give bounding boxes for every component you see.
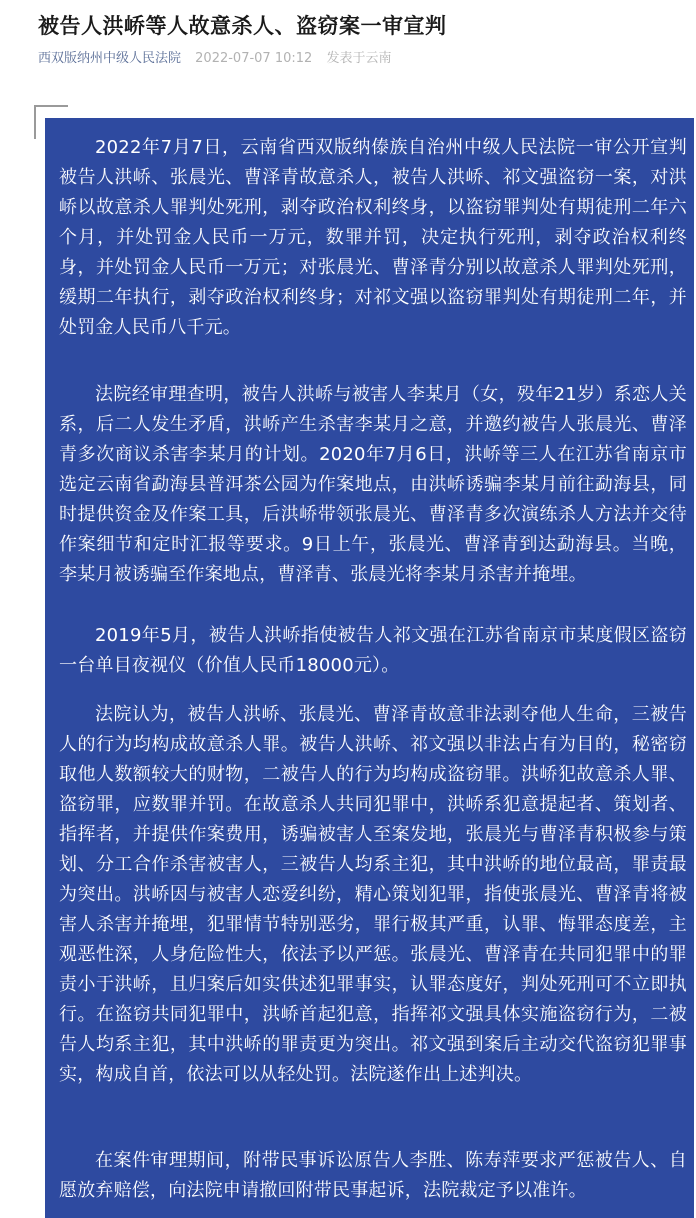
- article-meta: [38, 47, 391, 66]
- paragraph-civil-suit: 在案件审理期间，附带民事诉讼原告人李胜、陈寿萍要求严惩被告人、自愿放弃赔偿，向法院申请撤回附带民事起诉，法院裁定予以准许。: [59, 1150, 687, 1201]
- paragraph-court-opinion: 法院认为，被告人洪峤、张晨光、曹泽青故意非法剥夺他人生命，三被告人的行为均构成故意杀人罪。被告人洪峤、祁文强以非法占有为目的，秘密窃取他人数额较大的财物，二被告人的行为均构成盗窃罪。洪峤犯故意杀人罪、盗窃罪，应数罪并罚。在故意杀人共同犯罪中，洪峤系犯意提起者、策划者、指挥者，并提供作案费用，诱骗被害人至案发地，张晨光与曹泽青积极参与策划、分工合作杀害被害人，三被告人均系主犯，其中洪峤的地位最高，罪责最为突出。洪峤因与被害人恋爱纠纷，精心策划犯罪，指使张晨光、曹泽青将被害人杀害并掩埋，犯罪情节特别恶劣，罪行极其严重，认罪、悔罪态度差，主观恶性深，人身危险性大，依法予以严惩。张晨光、曹泽青在共同犯罪中的罪责小于洪峤，且归案后如实供述犯罪事实，认罪态度好，判处死刑可不立即执行。在盗窃共同犯罪中，洪峤首起犯意，指挥祁文强具体实施盗窃行为，二被告人均系主犯，其中洪峤的罪责更为突出。祁文强到案后主动交代盗窃犯罪事实，构成自首，依法可以从轻处罚。法院遂作出上述判决。: [59, 704, 687, 1085]
- article-title: 被告人洪峤等人故意杀人、盗窃案一审宣判: [38, 14, 447, 38]
- publish-location: 发表于云南: [326, 51, 392, 66]
- paragraph-verdict-summary: 2022年7月7日，云南省西双版纳傣族自治州中级人民法院一审公开宣判被告人洪峤、张晨光、曹泽青故意杀人，被告人洪峤、祁文强盗窃一案，对洪峤以故意杀人罪判处死刑，剥夺政治权利终身，以盗窃罪判处有期徒刑二年六个月，并处罚金人民币一万元，数罪并罚，决定执行死刑，剥夺政治权利终身，并处罚金人民币一万元；对张晨光、曹泽青分别以故意杀人罪判处死刑，缓期二年执行，剥夺政治权利终身；对祁文强以盗窃罪判处有期徒刑二年，并处罚金人民币八千元。: [59, 137, 687, 338]
- publish-date: 2022-07-07 10:12: [195, 51, 313, 66]
- paragraph-facts: 法院经审理查明，被告人洪峤与被害人李某月（女，殁年21岁）系恋人关系，后二人发生矛盾，洪峤产生杀害李某月之意，并邀约被告人张晨光、曹泽青多次商议杀害李某月的计划。2020年7月6日，洪峤等三人在江苏省南京市选定云南省勐海县普洱茶公园为作案地点，由洪峤诱骗李某月前往勐海县，同时提供资金及作案工具，后洪峤带领张晨光、曹泽青多次演练杀人方法并交待作案细节和定时汇报等要求。9日上午，张晨光、曹泽青到达勐海县。当晚，李某月被诱骗至作案地点，曹泽青、张晨光将李某月杀害并掩埋。: [59, 384, 687, 585]
- paragraph-theft: 2019年5月，被告人洪峤指使被告人祁文强在江苏省南京市某度假区盗窃一台单目夜视仪（价值人民币18000元）。: [59, 625, 687, 676]
- source-account-link[interactable]: 西双版纳州中级人民法院: [38, 51, 182, 66]
